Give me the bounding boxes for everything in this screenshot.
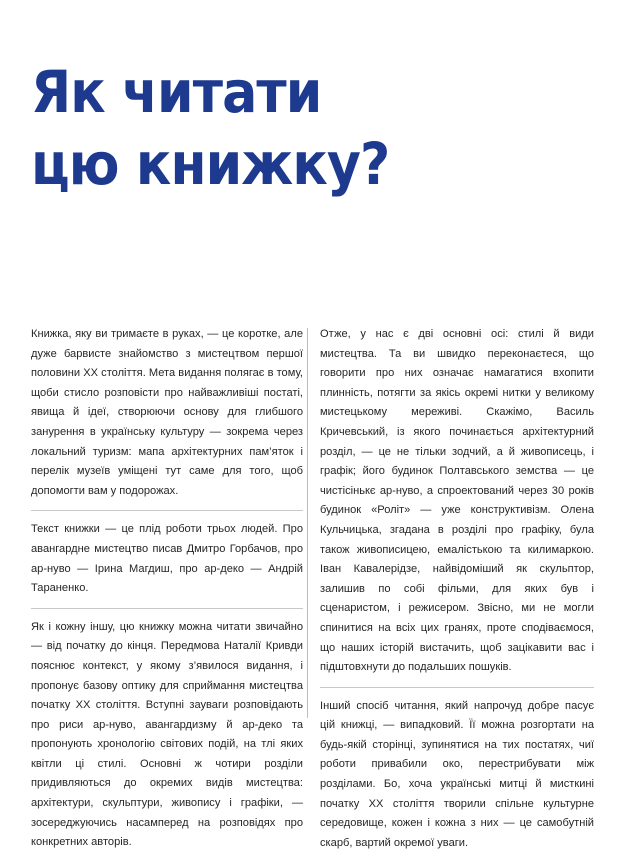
paragraph-separator [31,510,303,511]
paragraph-separator [31,608,303,609]
column-divider [307,328,308,718]
paragraph-intro: Книжка, яку ви тримаєте в руках, — це коротке, але дуже барвисте знайомство з мистецтвом першої половини XX століття. Мета видання полягає в тому, щоби стисло розповісти про найважливіші постаті, явища й ідеї, створюючи основу для глибшого занурення в українську культуру — зокрема через локальний туризм: мапа архітектурних пам’яток і перелік музеїв уміщені тут саме для того, щоб допомогти вам у подорожах. [31,328,303,497]
right-column [320,325,594,862]
page-title [31,56,535,200]
paragraph-linear-reading: Як і кожну іншу, цю книжку можна читати звичайно — від початку до кінця. Передмова Наталії Кривди пояснює контекст, у якому з’явилося видання, і пропонує базову оптику для сприймання мистецтва початку XX століття. Вступні зауваги розповідають про риси ар-нуво, авангардизму й ар-деко та пропонують хронологію світових подій, на тлі яких квітли ці стилі. Основні ж чотири розділи придивляються до окремих видів мистецтва: архітектури, скульптури, живопису і графіки, — зосереджуючись насамперед на розповідях про конкретних авторів. [31,620,303,849]
paragraph-random-reading: Інший спосіб читання, який напрочуд добре пасує цій книжці, — випадковий. Її можна розгортати на будь-якій сторінці, зупинятися на тих постатях, чиї роботи привабили око, перестрибувати між розділами. Бо, хоча українські митці й мисткині початку XX століття творили спільне культурне середовище, кожен і кожна з них — це самобутній скарб, вартий окремої уваги. [320,699,594,849]
paragraph-axes: Отже, у нас є дві основні осі: стилі й види мистецтва. Та ви швидко переконаєтеся, що говорити про них означає намагатися вхопити плинність, потягти за якісь окремі нитки у великому мистецькому мереживі. Скажімо, Василь Кричевський, із якого починається архітектурний розділ, — це не тільки зодчий, а й живописець, і графік; його будинок Полтавського земства — це чистісінькє ар-нуво, а спроектований через 30 років будинок «Роліт» — уже конструктивізм. Олена Кульчицька, згадана в розділі про графіку, була також живописицею, емалістькою та килимаркою. Іван Кавалерідзе, найвідоміший як скульптор, залишив по собі фільми, для яких був і сценаристом, і режисером. Звісно, ми не могли спинитися на всіх цих гранях, проте сподіваємося, що наших історій вистачить, щоб зацікавити вас і підштовхнути до подальших пошуків. [320,328,594,674]
page-title-line-2: цю книжку? [31,130,390,198]
page-title-line-1: Як читати [31,58,322,126]
paragraph-separator [320,687,594,688]
left-column [31,325,303,862]
paragraph-authors: Текст книжки — це плід роботи трьох людей. Про авангардне мистецтво писав Дмитро Горбачов, про ар-нуво — Ірина Магдиш, про ар-деко — Андрій Тараненко. [31,523,303,595]
